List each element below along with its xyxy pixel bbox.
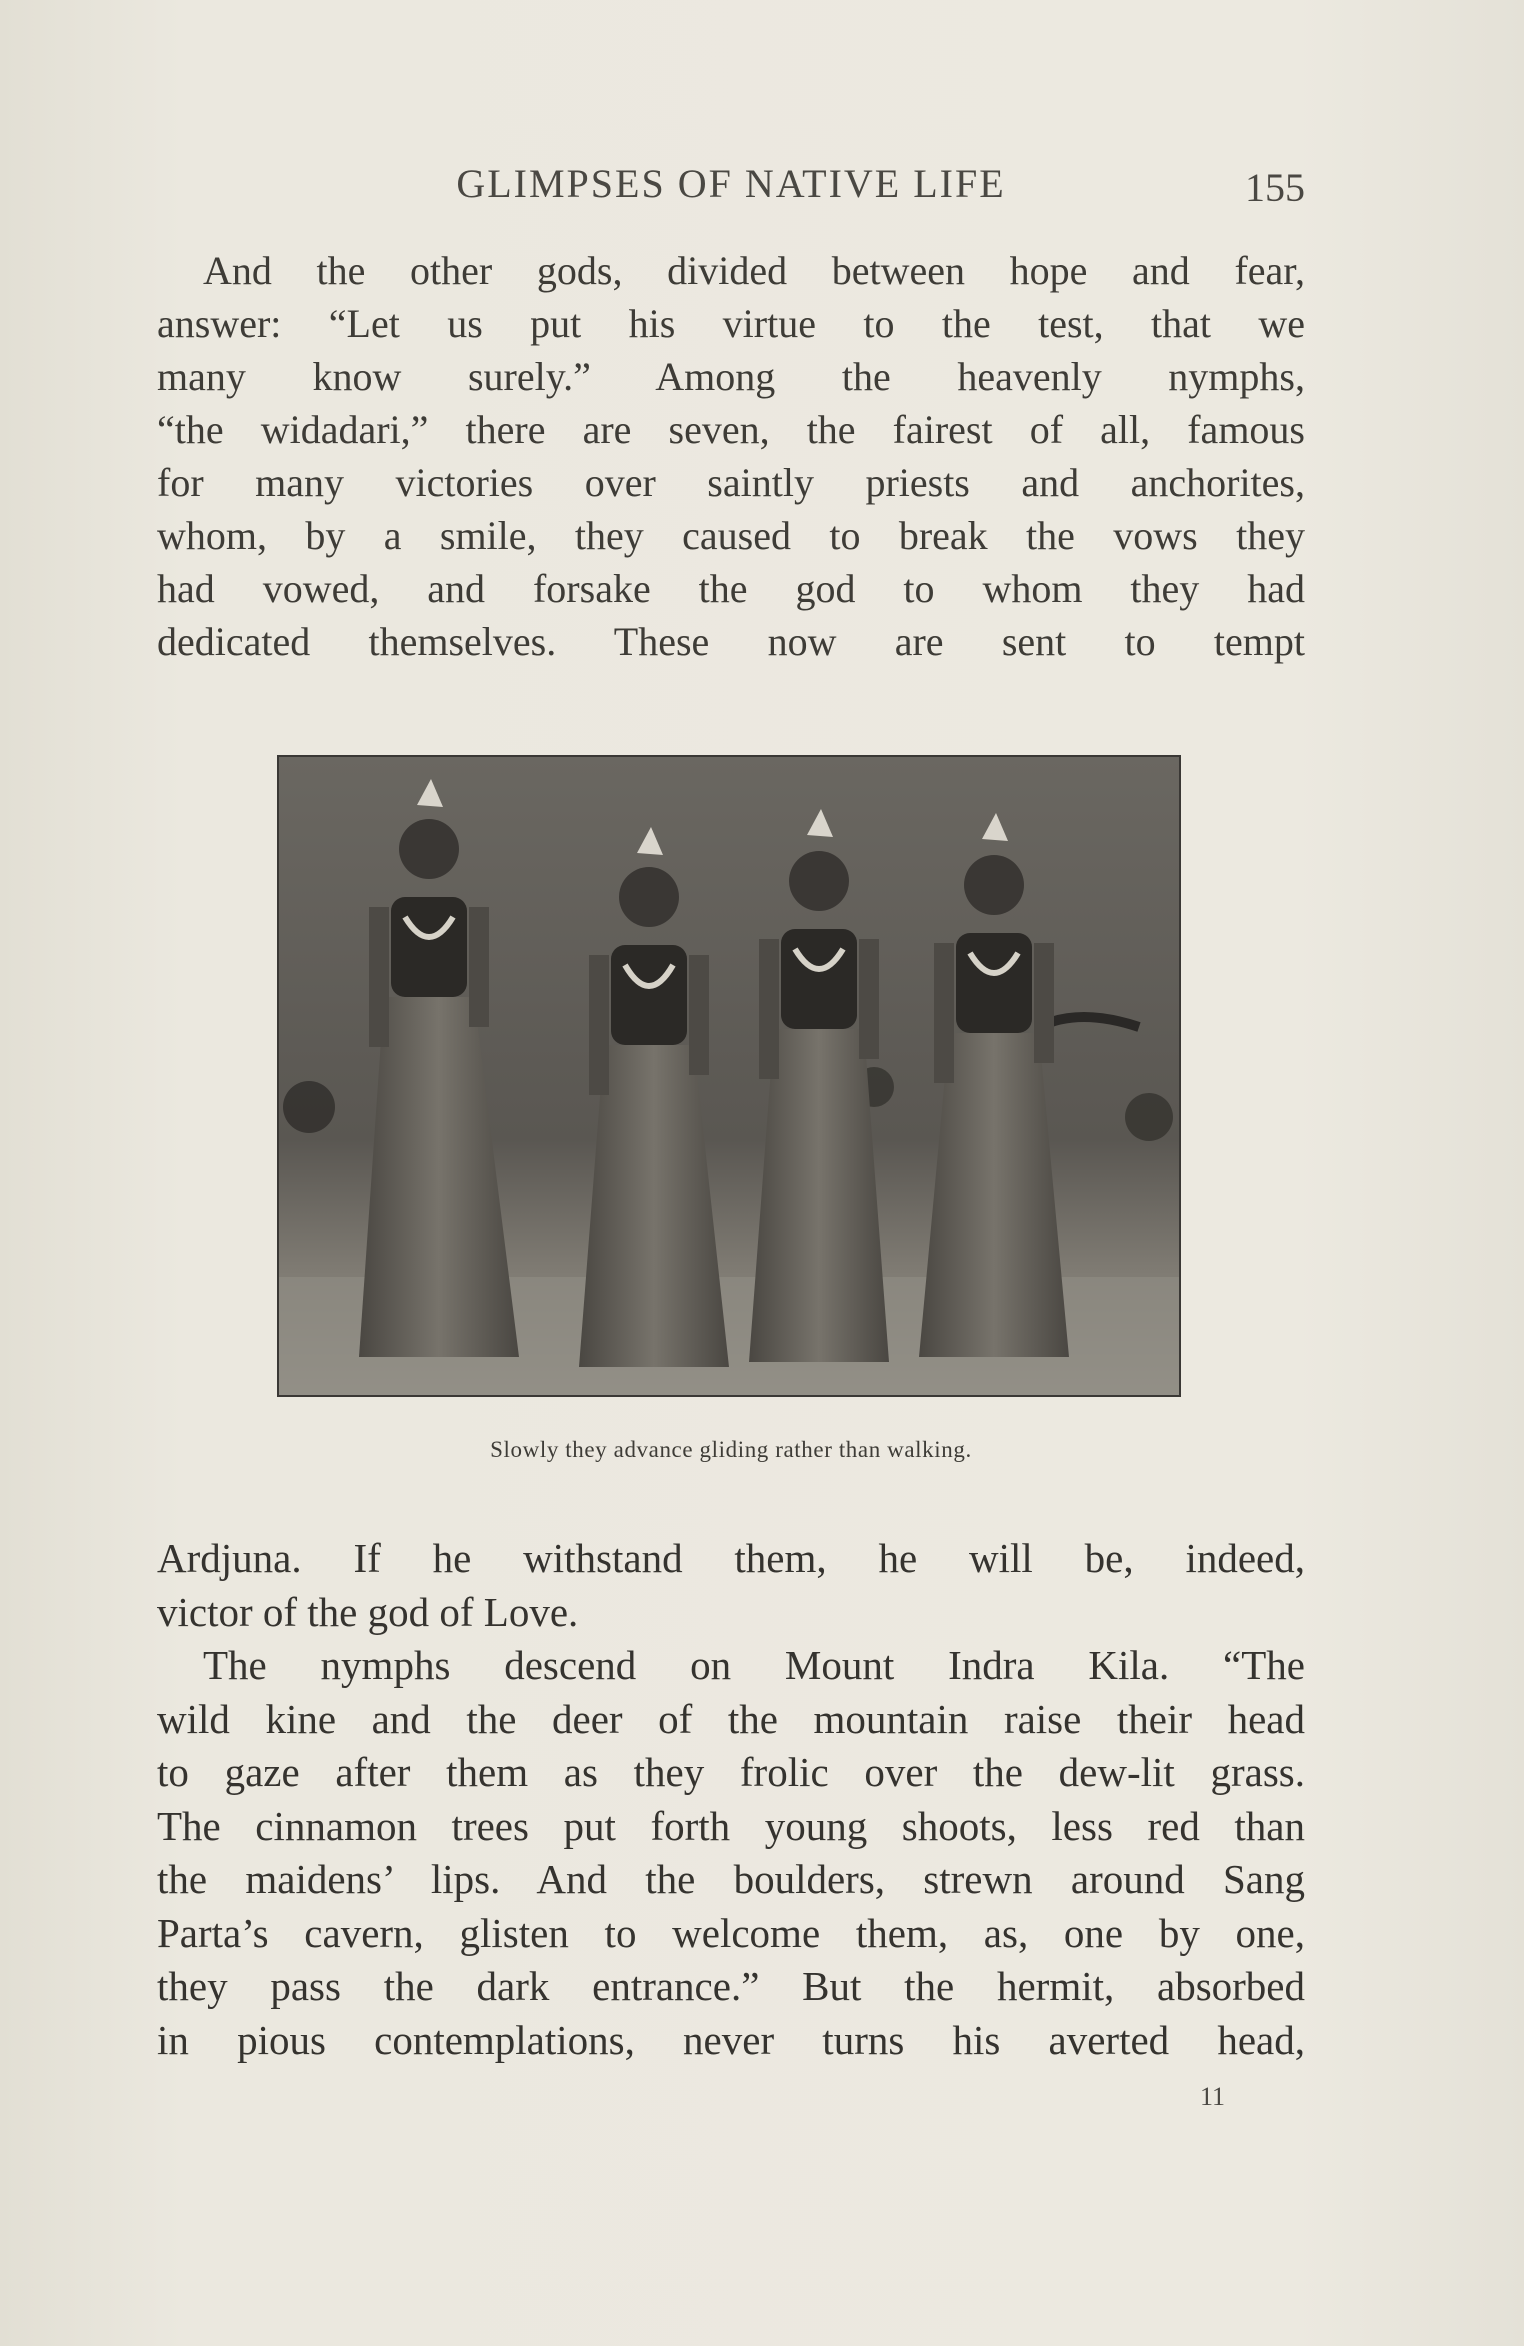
text-line: wild kine and the deer of the mountain raise their head [157, 1695, 1305, 1742]
dancers-photograph [277, 755, 1181, 1397]
bottom-text [157, 1532, 1305, 2067]
text-line: they pass the dark entrance.” But the hermit, absorbed [157, 1963, 1305, 2009]
text-line: the maidens’ lips. And the boulders, strewn around Sang [157, 1856, 1305, 1902]
text-line: had vowed, and forsake the god to whom they had [157, 566, 1305, 611]
text-line: many know surely.” Among the heavenly nymphs, [157, 354, 1305, 399]
text-line: for many victories over saintly priests and anchorites, [157, 460, 1305, 505]
text-line: victor of the god of Love. [157, 1588, 579, 1635]
signature-mark: 11 [1200, 2082, 1226, 2111]
text-line: “the widadari,” there are seven, the fairest of all, famous [157, 407, 1305, 452]
text-line: Parta’s cavern, glisten to welcome them, as, one by one, [157, 1909, 1305, 1956]
text-line: The nymphs descend on Mount Indra Kila. “The [203, 1642, 1305, 1688]
running-title: GLIMPSES OF NATIVE LIFE [456, 161, 1006, 206]
top-paragraph [157, 244, 1305, 668]
text-line: The cinnamon trees put forth young shoots, less red than [157, 1802, 1305, 1849]
text-line: answer: “Let us put his virtue to the test, that we [157, 301, 1305, 346]
text-line: dedicated themselves. These now are sent to tempt [157, 619, 1305, 664]
page-number: 155 [1245, 165, 1305, 210]
text-line: Ardjuna. If he withstand them, he will be, indeed, [157, 1535, 1305, 1581]
text-line: And the other gods, divided between hope and fear, [203, 248, 1305, 293]
text-line: in pious contemplations, never turns his averted head, [157, 2016, 1305, 2063]
text-line: whom, by a smile, they caused to break the vows they [157, 513, 1305, 558]
figure-caption: Slowly they advance gliding rather than walking. [490, 1437, 972, 1462]
dancers-illustration [279, 757, 1179, 1395]
text-line: to gaze after them as they frolic over the dew-lit grass. [157, 1749, 1305, 1795]
running-head [157, 160, 1305, 216]
